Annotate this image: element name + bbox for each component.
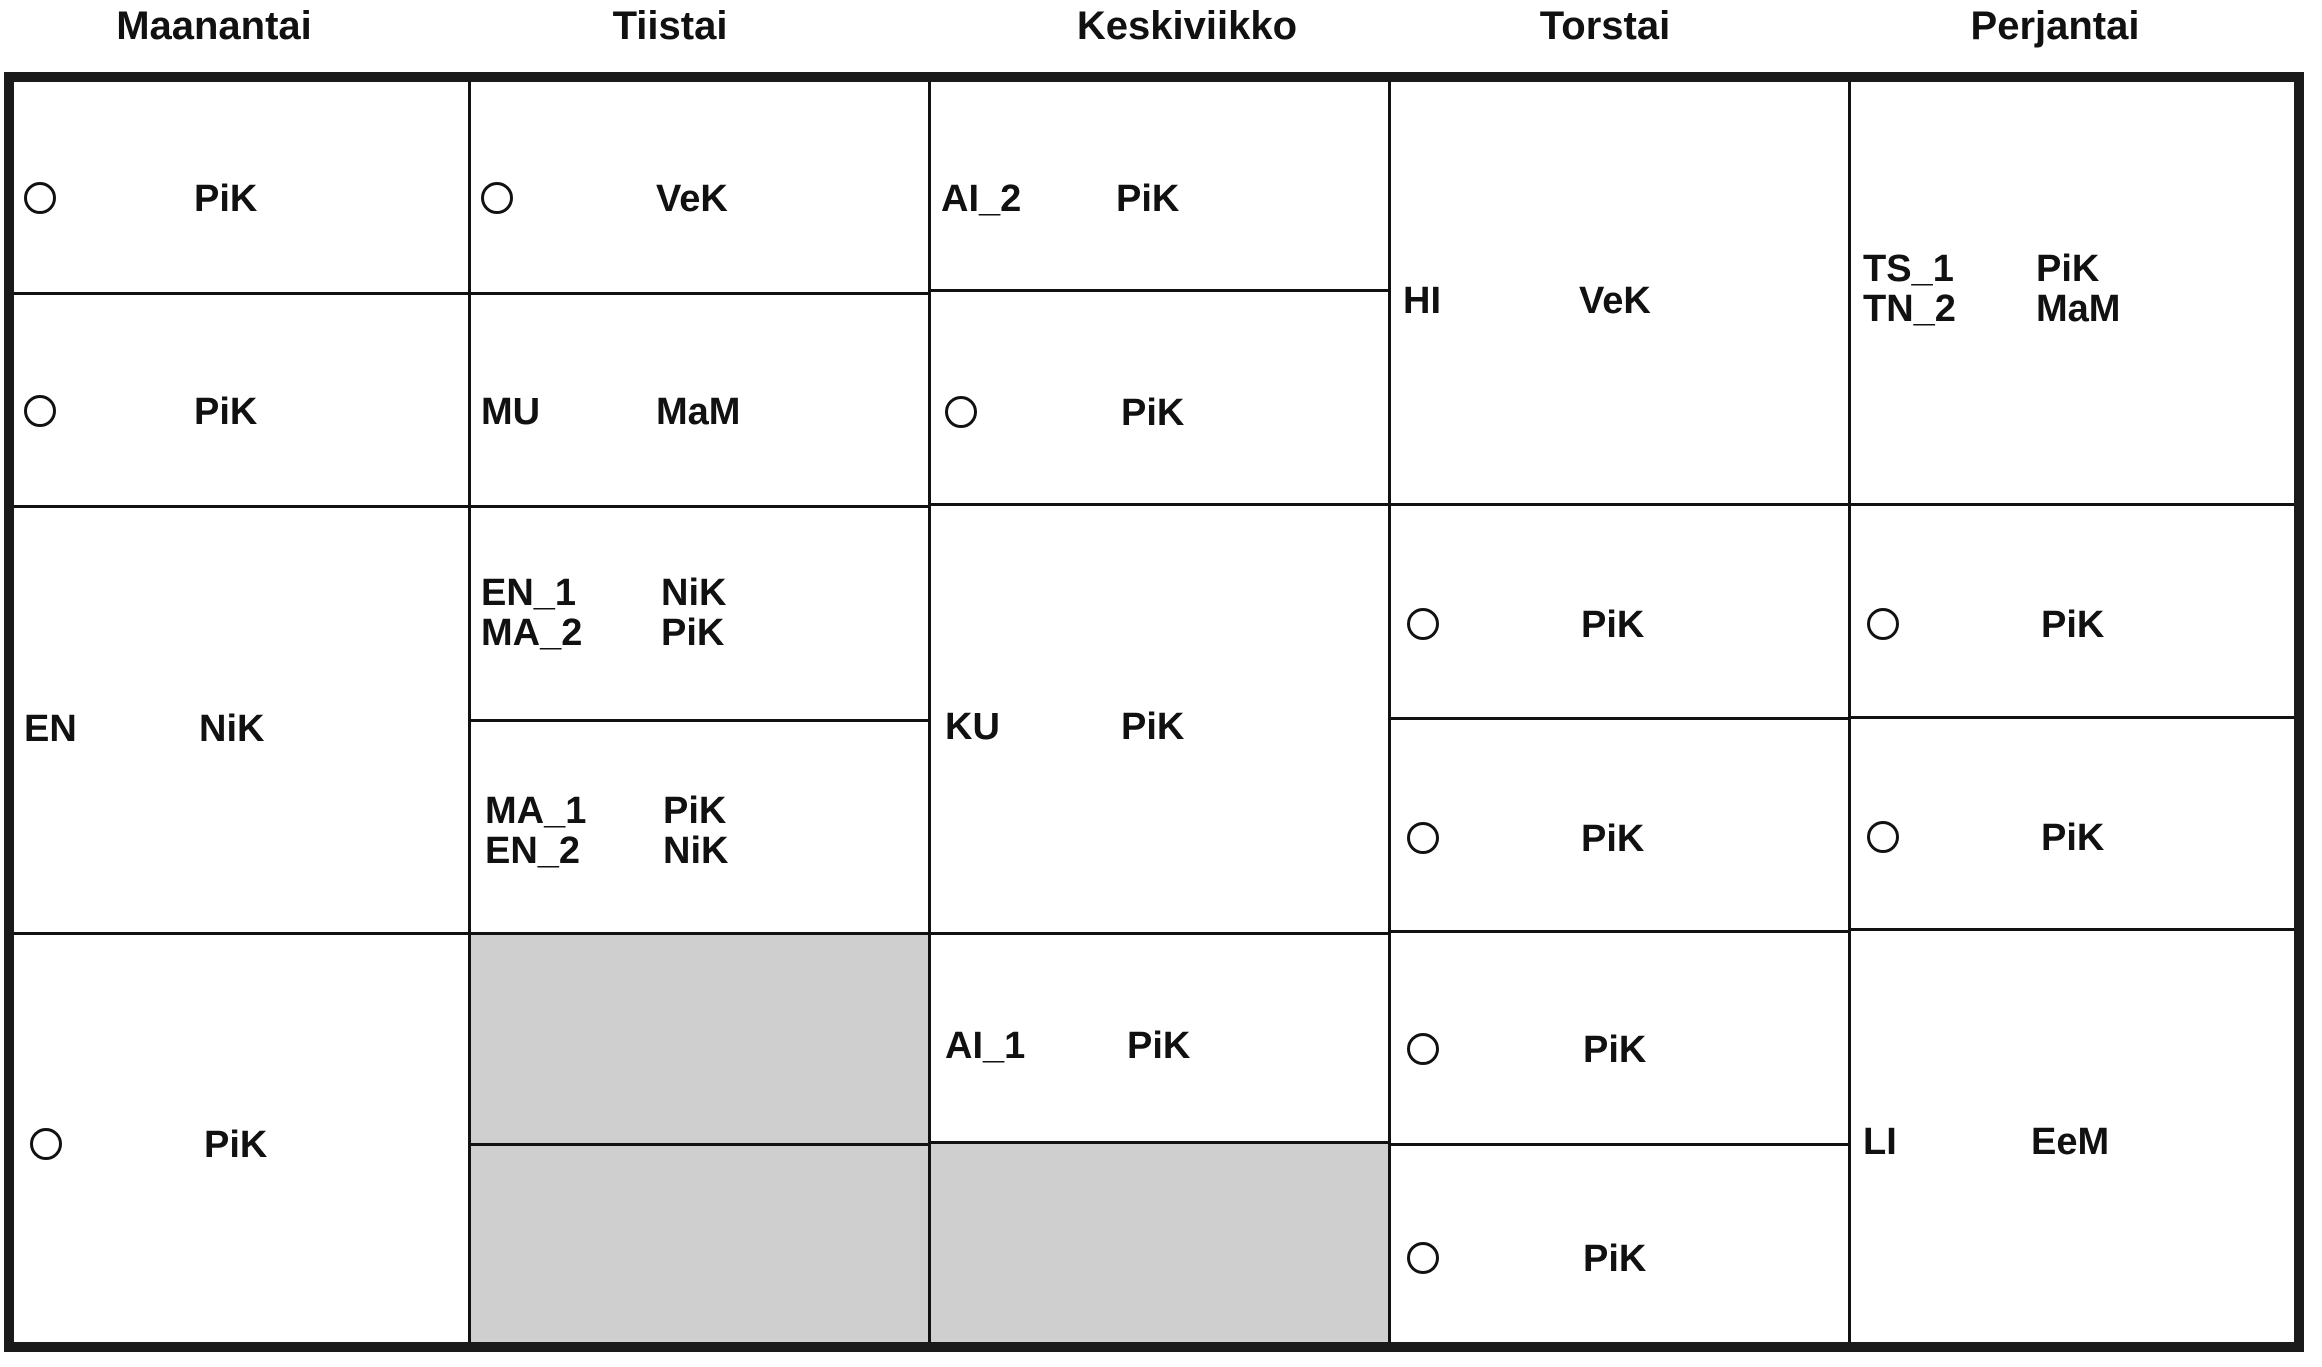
room-code: LI — [1863, 1121, 1897, 1163]
teacher-code: PiK — [204, 1124, 268, 1166]
teacher-code: PiK — [663, 790, 727, 832]
room-code: AI_2 — [941, 178, 1022, 220]
teacher-code: PiK — [1121, 392, 1185, 434]
slot-tuesday-3[interactable] — [471, 508, 931, 722]
slot-thursday-5[interactable] — [1391, 1146, 1851, 1342]
teacher-code: PiK — [2036, 248, 2100, 290]
room-code: EN_2 — [485, 830, 581, 872]
empty-marker-icon — [945, 396, 977, 428]
teacher-code: MaM — [656, 391, 741, 433]
day-header-monday: Maanantai — [116, 4, 312, 48]
teacher-code: PiK — [661, 612, 725, 654]
slot-tuesday-2[interactable] — [471, 295, 931, 508]
empty-marker-icon — [24, 395, 56, 427]
day-header-thursday: Torstai — [1539, 4, 1671, 48]
room-code: KU — [945, 706, 1000, 748]
room-code: MU — [481, 391, 541, 433]
room-code: MA_2 — [481, 612, 583, 654]
slot-friday-3[interactable] — [1851, 719, 2294, 931]
teacher-code: VeK — [1579, 280, 1651, 322]
room-code: AI_1 — [945, 1025, 1026, 1067]
empty-marker-icon — [1867, 821, 1899, 853]
slot-wednesday-4[interactable] — [931, 935, 1391, 1144]
teacher-code: PiK — [2041, 604, 2105, 646]
slot-friday-2[interactable] — [1851, 506, 2294, 719]
teacher-code: PiK — [2041, 817, 2105, 859]
slot-monday-1[interactable] — [14, 82, 471, 295]
teacher-code: NiK — [661, 572, 727, 614]
slot-tuesday-6-empty[interactable] — [471, 1146, 931, 1342]
room-code: TN_2 — [1863, 288, 1956, 330]
teacher-code: PiK — [1581, 604, 1645, 646]
day-header-wednesday: Keskiviikko — [1076, 4, 1298, 48]
day-header-friday: Perjantai — [1970, 4, 2140, 48]
slot-friday-1[interactable] — [1851, 82, 2294, 506]
empty-marker-icon — [1407, 1033, 1439, 1065]
timetable-grid — [4, 72, 2304, 1352]
empty-marker-icon — [1407, 822, 1439, 854]
empty-marker-icon — [1867, 608, 1899, 640]
slot-thursday-3[interactable] — [1391, 720, 1851, 933]
slot-wednesday-1[interactable] — [931, 82, 1391, 292]
room-code: EN — [24, 708, 77, 750]
slot-wednesday-2[interactable] — [931, 292, 1391, 506]
slot-wednesday-3[interactable] — [931, 506, 1391, 935]
slot-thursday-4[interactable] — [1391, 933, 1851, 1146]
slot-monday-3[interactable] — [14, 508, 471, 935]
room-code: EN_1 — [481, 572, 577, 614]
slot-monday-2[interactable] — [14, 295, 471, 508]
teacher-code: PiK — [1583, 1029, 1647, 1071]
room-code: TS_1 — [1863, 248, 1954, 290]
slot-monday-4[interactable] — [14, 935, 471, 1342]
teacher-code: VeK — [656, 178, 728, 220]
teacher-code: NiK — [199, 708, 265, 750]
empty-marker-icon — [1407, 608, 1439, 640]
teacher-code: PiK — [194, 178, 258, 220]
room-code: HI — [1403, 280, 1441, 322]
day-header-tuesday: Tiistai — [612, 4, 728, 48]
empty-marker-icon — [481, 182, 513, 214]
teacher-code: PiK — [1581, 818, 1645, 860]
slot-tuesday-1[interactable] — [471, 82, 931, 295]
slot-thursday-2[interactable] — [1391, 506, 1851, 720]
empty-marker-icon — [30, 1128, 62, 1160]
slot-thursday-1[interactable] — [1391, 82, 1851, 506]
teacher-code: PiK — [1116, 178, 1180, 220]
slot-friday-4[interactable] — [1851, 931, 2294, 1342]
teacher-code: EeM — [2031, 1121, 2110, 1163]
empty-marker-icon — [1407, 1242, 1439, 1274]
teacher-code: NiK — [663, 830, 729, 872]
slot-tuesday-4[interactable] — [471, 722, 931, 935]
slot-wednesday-5-empty[interactable] — [931, 1144, 1391, 1342]
empty-marker-icon — [24, 182, 56, 214]
room-code: MA_1 — [485, 790, 587, 832]
teacher-code: PiK — [1121, 706, 1185, 748]
teacher-code: MaM — [2036, 288, 2121, 330]
teacher-code: PiK — [1127, 1025, 1191, 1067]
teacher-code: PiK — [194, 391, 258, 433]
slot-tuesday-5-empty[interactable] — [471, 935, 931, 1146]
teacher-code: PiK — [1583, 1238, 1647, 1280]
